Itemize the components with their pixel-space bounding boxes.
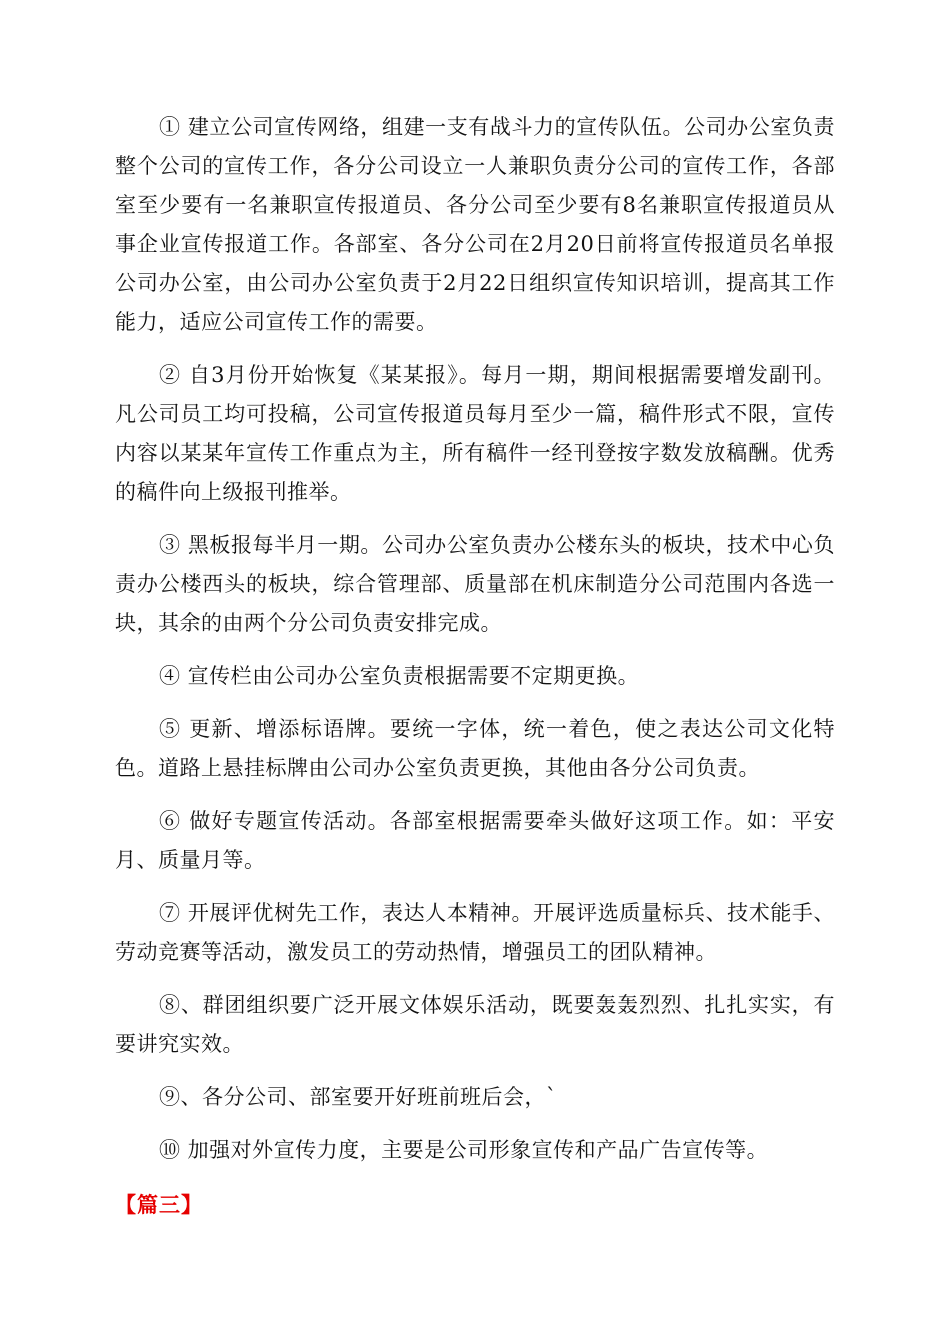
paragraph-4: ④ 宣传栏由公司办公室负责根据需要不定期更换。 <box>159 664 640 688</box>
paragraph-2: ② 自3月份开始恢复《某某报》。每月一期，期间根据需要增发副刊。凡公司员工均可投稿，公司宣传报道员每月至少一篇，稿件形式不限，宣传内容以某某年宣传工作重点为主，所有稿件一经刊登按字数发放稿酬。优秀的稿件向上级报刊推举。 <box>115 363 835 504</box>
document-body <box>115 108 835 1184</box>
paragraph-7: ⑦ 开展评优树先工作，表达人本精神。开展评选质量标兵、技术能手、劳动竞赛等活动，激发员工的劳动热情，增强员工的团队精神。 <box>115 901 835 964</box>
paragraph-9: ⑨、各分公司、部室要开好班前班后会，` <box>159 1085 557 1109</box>
paragraph-3: ③ 黑板报每半月一期。公司办公室负责办公楼东头的板块，技术中心负责办公楼西头的板块，综合管理部、质量部在机床制造分公司范围内各选一块，其余的由两个分公司负责安排完成。 <box>115 533 835 635</box>
paragraph-1: ① 建立公司宣传网络，组建一支有战斗力的宣传队伍。公司办公室负责整个公司的宣传工作，各分公司设立一人兼职负责分公司的宣传工作，各部室至少要有一名兼职宣传报道员、各分公司至少要有8名兼职宣传报道员从事企业宣传报道工作。各部室、各分公司在2月20日前将宣传报道员名单报公司办公室，由公司办公室负责于2月22日组织宣传知识培训，提高其工作能力，适应公司宣传工作的需要。 <box>115 115 835 334</box>
paragraph-8: ⑧、群团组织要广泛开展文体娱乐活动，既要轰轰烈烈、扎扎实实，有要讲究实效。 <box>115 993 835 1056</box>
paragraph-6: ⑥ 做好专题宣传活动。各部室根据需要牵头做好这项工作。如：平安月、质量月等。 <box>115 809 835 872</box>
section-heading: 【篇三】 <box>115 1193 203 1217</box>
paragraph-5: ⑤ 更新、增添标语牌。要统一字体，统一着色，使之表达公司文化特色。道路上悬挂标牌由公司办公室负责更换，其他由各分公司负责。 <box>115 717 835 780</box>
paragraph-10: ⑩ 加强对外宣传力度，主要是公司形象宣传和产品广告宣传等。 <box>159 1138 769 1162</box>
